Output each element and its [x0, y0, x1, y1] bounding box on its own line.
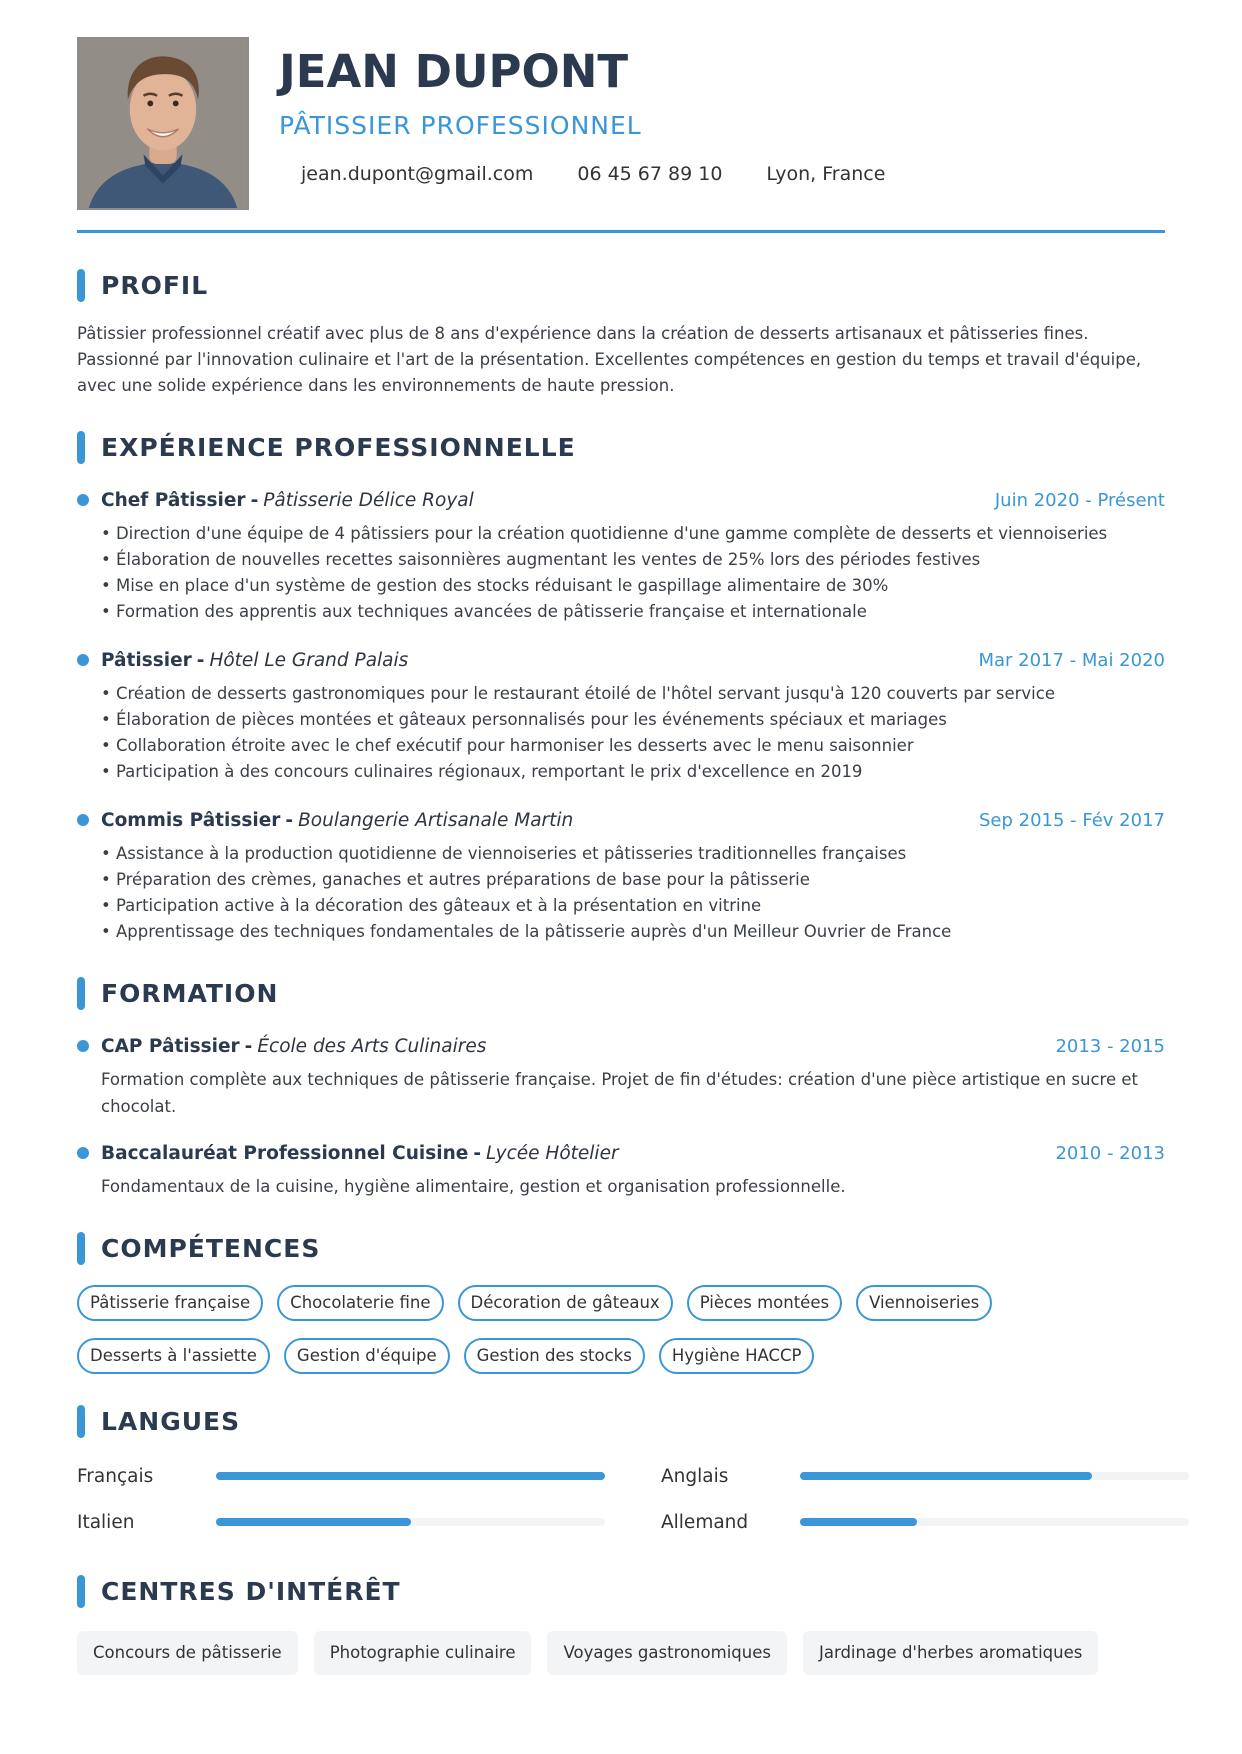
interests-list: [77, 1631, 1165, 1675]
contact-line: [279, 163, 907, 185]
education-description: Formation complète aux techniques de pâtisserie française. Projet de fin d'études: création d'une pièce artistique en sucre et chocolat.: [101, 1070, 1138, 1116]
job-bullet: • Élaboration de nouvelles recettes saisonnières augmentant les ventes de 25% lors des périodes festives: [101, 550, 981, 569]
language-name: Anglais: [661, 1465, 729, 1487]
section-education-heading: [77, 975, 1165, 1011]
separator: -: [196, 649, 205, 671]
section-accent-bar: [77, 1232, 85, 1265]
interest-tag: Jardinage d'herbes aromatiques: [803, 1631, 1098, 1675]
section-accent-bar: [77, 1405, 85, 1438]
job-company: Pâtisserie Délice Royal: [263, 489, 474, 511]
profile-photo: [77, 37, 249, 210]
bullet-dot-icon: [77, 1147, 89, 1159]
experience-entry: [77, 487, 1165, 625]
section-accent-bar: [77, 269, 85, 302]
bullet-dot-icon: [77, 654, 89, 666]
section-profile-heading: [77, 267, 1165, 303]
degree-name: CAP Pâtissier: [101, 1035, 240, 1057]
skill-tag: Desserts à l'assiette: [77, 1338, 270, 1374]
education-description: Fondamentaux de la cuisine, hygiène alimentaire, gestion et organisation professionnelle.: [101, 1177, 846, 1196]
skill-tag: Décoration de gâteaux: [458, 1285, 673, 1321]
school-name: Lycée Hôtelier: [486, 1142, 619, 1164]
experience-list: [77, 487, 1165, 945]
skill-tag: Pièces montées: [687, 1285, 842, 1321]
profile-summary: Pâtissier professionnel créatif avec plus de 8 ans d'expérience dans la création de desserts artisanaux et pâtisseries fines. Passionné par l'innovation culinaire et l'art de la présentation. Excellentes compétences en gestion du temps et travail d'équipe, avec une solide expérience dans les environnements de haute pression.: [77, 324, 1142, 395]
skill-tag: Gestion d'équipe: [284, 1338, 450, 1374]
job-bullet: • Élaboration de pièces montées et gâteaux personnalisés pour les événements spéciaux et mariages: [101, 710, 947, 729]
section-title: PROFIL: [101, 270, 209, 300]
language-level-track: [800, 1472, 1189, 1480]
education-dates: 2010 - 2013: [1055, 1142, 1165, 1164]
education-entry: [77, 1033, 1165, 1120]
job-bullet: • Direction d'une équipe de 4 pâtissiers pour la création quotidienne d'une gamme complète de desserts et viennoiseries: [101, 524, 1108, 543]
interest-tag: Concours de pâtisserie: [77, 1631, 298, 1675]
language-level-track: [216, 1518, 605, 1526]
school-name: École des Arts Culinaires: [257, 1035, 487, 1057]
contact-location: Lyon, France: [766, 163, 886, 185]
candidate-name: JEAN DUPONT: [279, 45, 629, 98]
job-dates: Sep 2015 - Fév 2017: [978, 809, 1165, 831]
section-title: COMPÉTENCES: [101, 1233, 321, 1263]
language-level-track: [216, 1472, 605, 1480]
experience-entry: [77, 647, 1165, 785]
section-accent-bar: [77, 1575, 85, 1608]
language-name: Allemand: [661, 1511, 749, 1533]
job-bullet: • Participation à des concours culinaires régionaux, remportant le prix d'excellence en 2019: [101, 762, 863, 781]
interest-tag: Voyages gastronomiques: [547, 1631, 787, 1675]
section-title: LANGUES: [101, 1406, 241, 1436]
education-entry: [77, 1140, 1165, 1200]
degree-name: Baccalauréat Professionnel Cuisine: [101, 1142, 469, 1164]
skill-tag: Gestion des stocks: [464, 1338, 645, 1374]
job-bullets: [101, 841, 1165, 945]
language-name: Italien: [77, 1511, 135, 1533]
interest-tag: Photographie culinaire: [314, 1631, 532, 1675]
separator: -: [244, 1035, 253, 1057]
separator: -: [285, 809, 294, 831]
language-row: [77, 1453, 605, 1499]
separator: -: [473, 1142, 482, 1164]
language-level-fill: [216, 1472, 605, 1480]
language-name: Français: [77, 1465, 154, 1487]
job-bullet: • Mise en place d'un système de gestion des stocks réduisant le gaspillage alimentaire de 30%: [101, 576, 889, 595]
job-bullet: • Formation des apprentis aux techniques avancées de pâtisserie française et internationale: [101, 602, 867, 621]
contact-email[interactable]: jean.dupont@gmail.com: [301, 163, 534, 185]
contact-phone[interactable]: 06 45 67 89 10: [577, 163, 723, 185]
header-info: [279, 37, 907, 185]
job-bullet: • Collaboration étroite avec le chef exécutif pour harmoniser les desserts avec le menu saisonnier: [101, 736, 914, 755]
skills-list: [77, 1285, 1177, 1391]
job-bullet: • Participation active à la décoration des gâteaux et à la présentation en vitrine: [101, 896, 762, 915]
skill-tag: Hygiène HACCP: [659, 1338, 815, 1374]
job-bullet: • Création de desserts gastronomiques pour le restaurant étoilé de l'hôtel servant jusqu'à 120 couverts par service: [101, 684, 1055, 703]
language-level-fill: [800, 1518, 917, 1526]
bullet-dot-icon: [77, 494, 89, 506]
experience-entry: [77, 807, 1165, 945]
section-languages-heading: [77, 1403, 1165, 1439]
job-role: Pâtissier: [101, 649, 192, 671]
job-bullet: • Apprentissage des techniques fondamentales de la pâtisserie auprès d'un Meilleur Ouvrier de France: [101, 922, 952, 941]
section-title: FORMATION: [101, 978, 279, 1008]
candidate-title: PÂTISSIER PROFESSIONNEL: [279, 111, 642, 140]
language-level-fill: [800, 1472, 1092, 1480]
separator: -: [250, 489, 259, 511]
bullet-dot-icon: [77, 814, 89, 826]
education-dates: 2013 - 2015: [1055, 1035, 1165, 1057]
resume-header: [77, 37, 1165, 233]
section-title: CENTRES D'INTÉRÊT: [101, 1576, 401, 1606]
language-level-fill: [216, 1518, 411, 1526]
section-experience-heading: [77, 429, 1165, 465]
job-bullet: • Assistance à la production quotidienne de viennoiseries et pâtisseries traditionnelles françaises: [101, 844, 907, 863]
language-row: [661, 1499, 1189, 1545]
skill-tag: Viennoiseries: [856, 1285, 992, 1321]
bullet-dot-icon: [77, 1040, 89, 1052]
job-bullets: [101, 521, 1165, 625]
language-row: [661, 1453, 1189, 1499]
job-bullets: [101, 681, 1165, 785]
skill-tag: Pâtisserie française: [77, 1285, 263, 1321]
language-level-track: [800, 1518, 1189, 1526]
section-interests-heading: [77, 1573, 1165, 1609]
languages-list: [77, 1453, 1165, 1545]
section-accent-bar: [77, 431, 85, 464]
skill-tag: Chocolaterie fine: [277, 1285, 443, 1321]
job-bullet: • Préparation des crèmes, ganaches et autres préparations de base pour la pâtisserie: [101, 870, 810, 889]
education-list: [77, 1033, 1165, 1200]
section-skills-heading: [77, 1230, 1165, 1266]
job-dates: Juin 2020 - Présent: [994, 489, 1165, 511]
job-company: Hôtel Le Grand Palais: [209, 649, 409, 671]
section-title: EXPÉRIENCE PROFESSIONNELLE: [101, 432, 576, 462]
job-role: Chef Pâtissier: [101, 489, 246, 511]
section-accent-bar: [77, 977, 85, 1010]
job-dates: Mar 2017 - Mai 2020: [978, 649, 1165, 671]
job-company: Boulangerie Artisanale Martin: [298, 809, 574, 831]
language-row: [77, 1499, 605, 1545]
job-role: Commis Pâtissier: [101, 809, 281, 831]
